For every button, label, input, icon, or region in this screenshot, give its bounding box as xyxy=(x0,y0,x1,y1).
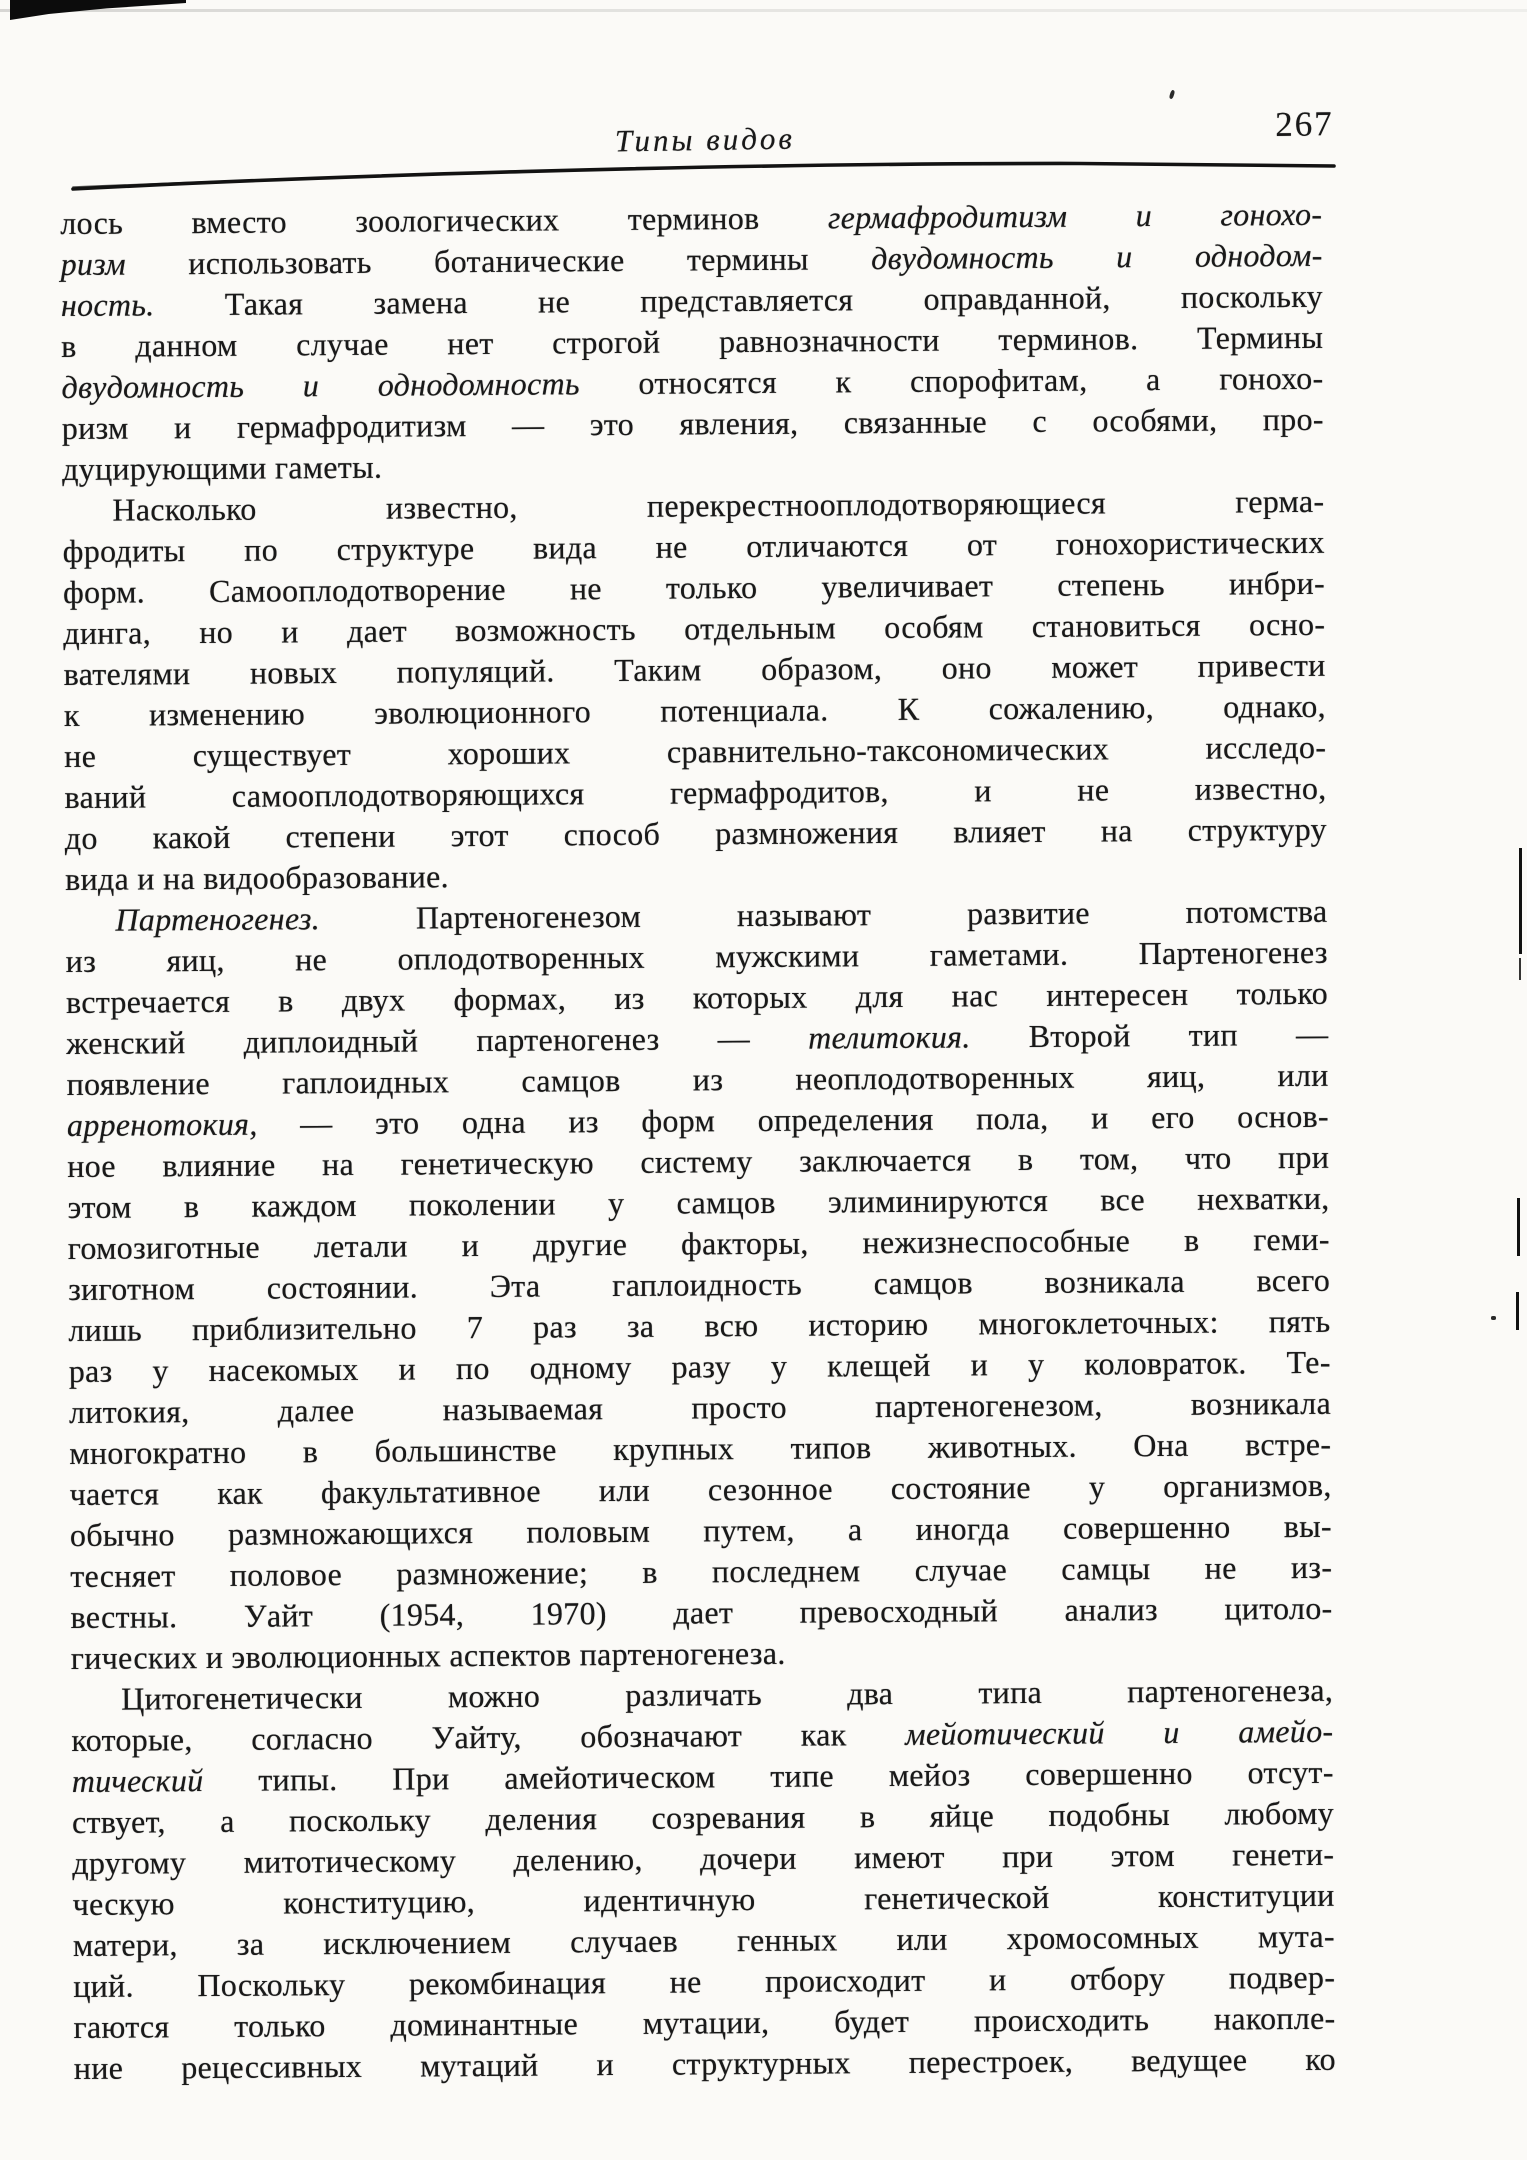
text-segment: использовать ботанические термины xyxy=(125,240,872,282)
text-segment: которые, согласно Уайту, обозначают как xyxy=(71,1715,906,1759)
text-segment: относятся к спорофитам, а гонохо- xyxy=(579,359,1324,402)
text-segment: не существует хороших сравнительно-таксономических исследо- xyxy=(64,728,1327,775)
text-segment: встречается в двух формах, из которых для нас интересен только xyxy=(65,974,1329,1021)
text-segment: гаются только доминантные мутации, будет происходить накопле- xyxy=(73,1999,1336,2046)
text-segment: Такая замена не представляется оправданной, поскольку xyxy=(154,277,1324,323)
text-segment: ваний самооплодотворяющихся гермафродитов, и не известно, xyxy=(64,769,1327,816)
text-segment: обычно размножающихся половым путем, а иногда совершенно вы- xyxy=(69,1507,1333,1554)
scan-margin-mark xyxy=(1519,958,1521,980)
scan-speck xyxy=(1169,90,1176,100)
text-segment-italic: ность. xyxy=(60,286,155,324)
text-segment: динга, но и дает возможность отдельным особям становиться осно- xyxy=(63,605,1326,652)
text-segment: лось вместо зоологических терминов xyxy=(60,199,829,242)
text-segment: раз у насекомых и по одному разу у клещей и у коловраток. Те- xyxy=(68,1343,1331,1390)
text-line xyxy=(74,2039,1336,2089)
text-segment-italic: тический xyxy=(71,1762,204,1800)
text-segment-italic: гермафродитизм и гонохо- xyxy=(827,195,1323,236)
text-segment-italic: мейотический и амейо- xyxy=(905,1712,1334,1752)
text-segment: гомозиготные летали и другие факторы, нежизнеспособные в геми- xyxy=(67,1220,1330,1267)
text-segment: зиготном состоянии. Эта гаплоидность самцов возникала всего xyxy=(68,1261,1331,1308)
text-segment: Цитогенетически можно различать два типа партеногенеза, xyxy=(121,1671,1334,1717)
text-segment: ное влияние на генетическую систему заключается в том, что при xyxy=(67,1138,1330,1185)
text-segment: ние рецессивных мутаций и структурных перестроек, ведущее ко xyxy=(73,2040,1336,2086)
text-segment: форм. Самооплодотворение не только увеличивает степень инбри- xyxy=(62,564,1326,611)
scan-edge-line xyxy=(0,9,1527,12)
text-segment: типы. При амейотическом типе мейоз совершенно отсут- xyxy=(203,1753,1334,1799)
text-segment: в данном случае нет строгой равнозначности терминов. Термины xyxy=(61,318,1324,365)
text-segment: этом в каждом поколении у самцов элиминируются все нехватки, xyxy=(67,1179,1330,1226)
text-segment: гических и эволюционных аспектов партеногенеза. xyxy=(70,1634,786,1677)
text-segment: фродиты по структуре вида не отличаются от гонохористических xyxy=(62,523,1325,570)
text-segment-italic: двудомность и однодомность xyxy=(61,365,580,406)
text-segment: ческую конституцию, идентичную генетической конституции xyxy=(72,1876,1335,1923)
page-text xyxy=(60,194,1336,2089)
scan-margin-mark xyxy=(1517,1198,1520,1256)
text-segment: другому митотическому делению, дочери имеют при этом генети- xyxy=(72,1835,1335,1882)
header-rule xyxy=(70,158,1338,198)
text-segment: — это одна из форм определения пола, и его основ- xyxy=(257,1097,1330,1142)
text-segment: матери, за исключением случаев генных или хромосомных мута- xyxy=(72,1917,1336,1964)
scan-margin-mark xyxy=(1516,1292,1519,1330)
text-segment-italic: двудомность и однодом- xyxy=(871,236,1323,277)
text-segment: Второй тип — xyxy=(970,1015,1329,1055)
text-segment: из яиц, не оплодотворенных мужскими гаметами. Партеногенез xyxy=(65,933,1328,980)
text-segment-italic: арренотокия, xyxy=(66,1105,258,1144)
text-segment-italic: ризм xyxy=(60,245,127,283)
text-segment: женский диплоидный партеногенез — xyxy=(66,1019,809,1062)
text-segment: к изменению эволюционного потенциала. К сожалению, однако, xyxy=(63,687,1327,734)
text-segment: тесняет половое размножение; в последнем случае самцы не из- xyxy=(70,1548,1333,1595)
text-segment: Насколько известно, перекрестнооплодотворяющиеся герма- xyxy=(112,482,1325,528)
text-segment: вида и на видообразование. xyxy=(64,858,450,898)
text-segment: чается как факультативное или сезонное состояние у организмов, xyxy=(69,1466,1332,1513)
text-segment: вестны. Уайт (1954, 1970) дает превосходный анализ цитоло- xyxy=(70,1589,1333,1636)
text-segment: ций. Поскольку рекомбинация не происходит и отбору подвер- xyxy=(73,1958,1336,2005)
scan-speck xyxy=(1491,1316,1496,1320)
running-title: Типы видов xyxy=(614,120,796,159)
text-segment: до какой степени этот способ размножения влияет на структуру xyxy=(64,810,1327,857)
text-segment: дуцирующими гаметы. xyxy=(61,448,383,488)
text-segment: появление гаплоидных самцов из неоплодотворенных яиц, или xyxy=(66,1056,1329,1103)
text-segment: вателями новых популяций. Таким образом, оно может привести xyxy=(63,646,1326,693)
text-segment: литокия, далее называемая просто партеногенезом, возникала xyxy=(68,1384,1332,1431)
text-segment: Партеногенезом называют развитие потомства xyxy=(319,892,1328,937)
text-segment: ризм и гермафродитизм — это явления, связанные с особями, про- xyxy=(61,400,1324,447)
text-segment-italic: Партеногенез. xyxy=(115,900,321,938)
scan-margin-mark xyxy=(1519,848,1522,954)
text-segment-italic: телитокия. xyxy=(807,1018,971,1056)
text-segment: многократно в большинстве крупных типов животных. Она встре- xyxy=(69,1425,1332,1472)
page-number: 267 xyxy=(1274,104,1335,145)
text-segment: ствует, а поскольку деления созревания в яйце подобны любому xyxy=(71,1794,1335,1841)
text-segment: лишь приблизительно 7 раз за всю историю многоклеточных: пять xyxy=(68,1302,1331,1349)
